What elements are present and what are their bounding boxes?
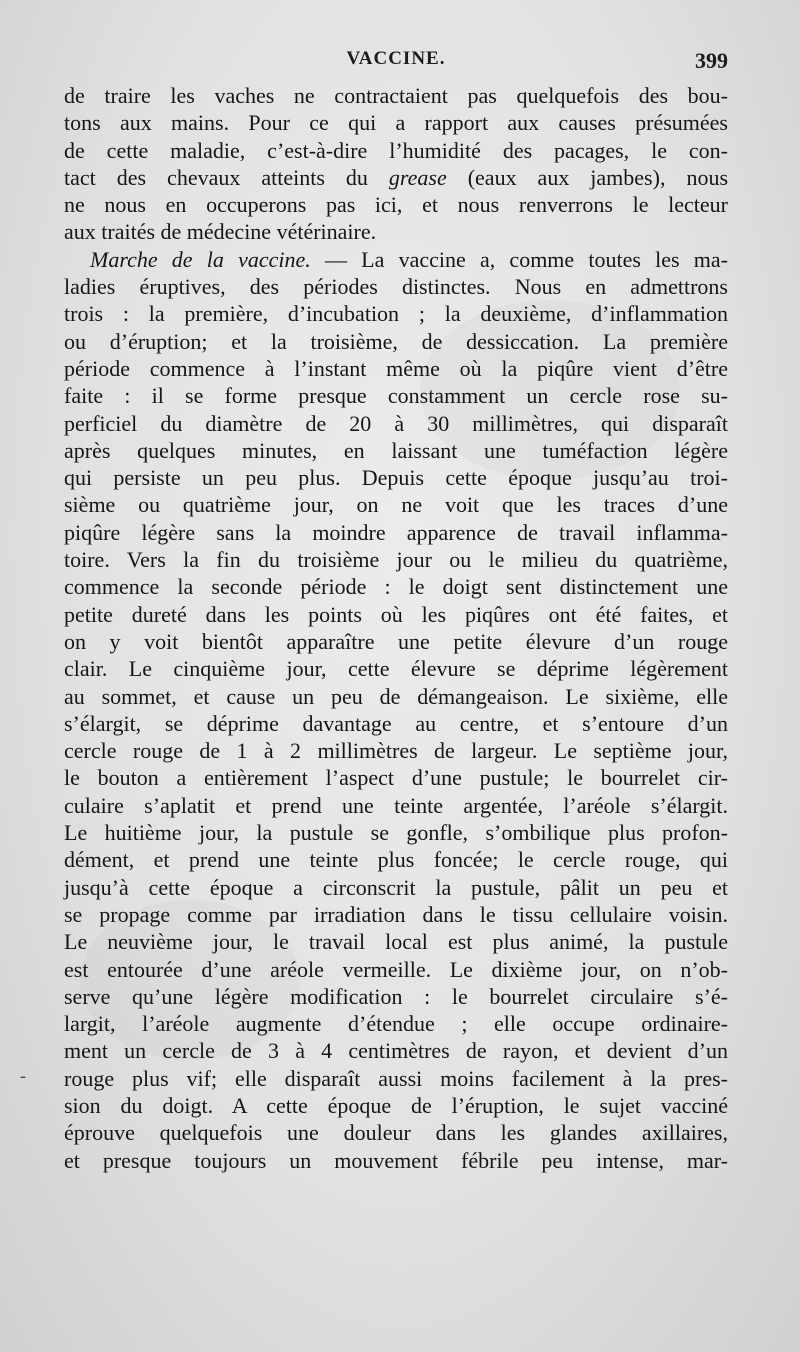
text-line: largit, l’aréole augmente d’étendue ; elle occupe ordinaire- — [64, 1011, 728, 1037]
text-line: aux traités de médecine vétérinaire. — [64, 219, 377, 245]
paragraph — [64, 82, 728, 246]
text-span: (eaux aux jambes), nous — [446, 164, 729, 190]
text-line: petite dureté dans les points où les piqûres ont été faites, et — [64, 601, 728, 627]
text-line: Le huitième jour, la pustule se gonfle, s’ombilique plus profon- — [64, 820, 728, 846]
text-line: de cette maladie, c’est-à-dire l’humidité des pacages, le con- — [64, 137, 728, 163]
text-line: de traire les vaches ne contractaient pas quelquefois des bou- — [64, 83, 728, 108]
text-line: au sommet, et cause un peu de démangeaison. Le sixième, elle — [64, 683, 728, 709]
page-number: 399 — [695, 48, 728, 73]
text-line: ou d’éruption; et la troisième, de dessiccation. La première — [64, 328, 728, 354]
italic-term: grease — [388, 164, 447, 190]
text-line: tons aux mains. Pour ce qui a rapport aux causes présumées — [64, 110, 728, 136]
text-line: serve qu’une légère modification : le bourrelet circulaire s’é- — [64, 983, 728, 1009]
text-line: faite : il se forme presque constamment un cercle rose su- — [64, 383, 728, 409]
text-line: cercle rouge de 1 à 2 millimètres de largeur. Le septième jour, — [64, 738, 728, 764]
text-line: toire. Vers la fin du troisième jour ou le milieu du quatrième, — [64, 547, 728, 573]
text-line: clair. Le cinquième jour, cette élevure se déprime légèrement — [64, 656, 728, 682]
text-line: ment un cercle de 3 à 4 centimètres de rayon, et devient d’un — [64, 1038, 728, 1064]
text-line: perficiel du diamètre de 20 à 30 millimètres, qui disparaît — [64, 410, 728, 436]
body-text — [64, 82, 728, 1174]
text-line — [64, 164, 728, 191]
text-line: piqûre légère sans la moindre apparence de travail inflamma- — [64, 519, 728, 545]
text-line: qui persiste un peu plus. Depuis cette époque jusqu’au troi- — [64, 465, 728, 491]
text-line: période commence à l’instant même où la piqûre vient d’être — [64, 355, 728, 381]
text-line: et presque toujours un mouvement fébrile peu intense, mar- — [64, 1147, 728, 1173]
margin-mark: - — [20, 1066, 27, 1087]
text-line: culaire s’aplatit et prend une teinte argentée, l’aréole s’élargit. — [64, 792, 728, 818]
text-span: — La vaccine a, comme toutes les ma- — [310, 246, 728, 272]
text-line: le bouton a entièrement l’aspect d’une pustule; le bourrelet cir- — [64, 765, 728, 791]
text-line: on y voit bientôt apparaître une petite élevure d’un rouge — [64, 628, 728, 654]
page-header — [64, 48, 728, 76]
text-line: après quelques minutes, en laissant une tuméfaction légère — [64, 437, 728, 463]
text-line — [64, 246, 728, 273]
text-span: tact des chevaux atteints du — [64, 164, 389, 190]
text-line: dément, et prend une teinte plus foncée; le cercle rouge, qui — [64, 847, 728, 873]
running-title: VACCINE. — [346, 48, 446, 69]
text-line: ne nous en occuperons pas ici, et nous renverrons le lecteur — [64, 192, 728, 218]
text-line: Le neuvième jour, le travail local est plus animé, la pustule — [64, 929, 728, 955]
text-line: commence la seconde période : le doigt sent distinctement une — [64, 574, 728, 600]
text-line: sion du doigt. A cette époque de l’éruption, le sujet vacciné — [64, 1092, 728, 1118]
text-line: jusqu’à cette époque a circonscrit la pustule, pâlit un peu et — [64, 874, 728, 900]
text-line: ladies éruptives, des périodes distinctes. Nous en admettrons — [64, 274, 728, 300]
text-line: se propage comme par irradiation dans le tissu cellulaire voisin. — [64, 901, 728, 927]
text-line: est entourée d’une aréole vermeille. Le dixième jour, on n’ob- — [64, 956, 728, 982]
paragraph — [64, 246, 728, 1174]
text-line: trois : la première, d’incubation ; la deuxième, d’inflammation — [64, 301, 728, 327]
text-line: rouge plus vif; elle disparaît aussi moins facilement à la pres- — [64, 1065, 728, 1091]
text-line: éprouve quelquefois une douleur dans les glandes axillaires, — [64, 1120, 728, 1146]
section-heading: Marche de la vaccine. — [90, 246, 311, 272]
text-line: sième ou quatrième jour, on ne voit que les traces d’une — [64, 492, 728, 518]
text-line: s’élargit, se déprime davantage au centre, et s’entoure d’un — [64, 710, 728, 736]
